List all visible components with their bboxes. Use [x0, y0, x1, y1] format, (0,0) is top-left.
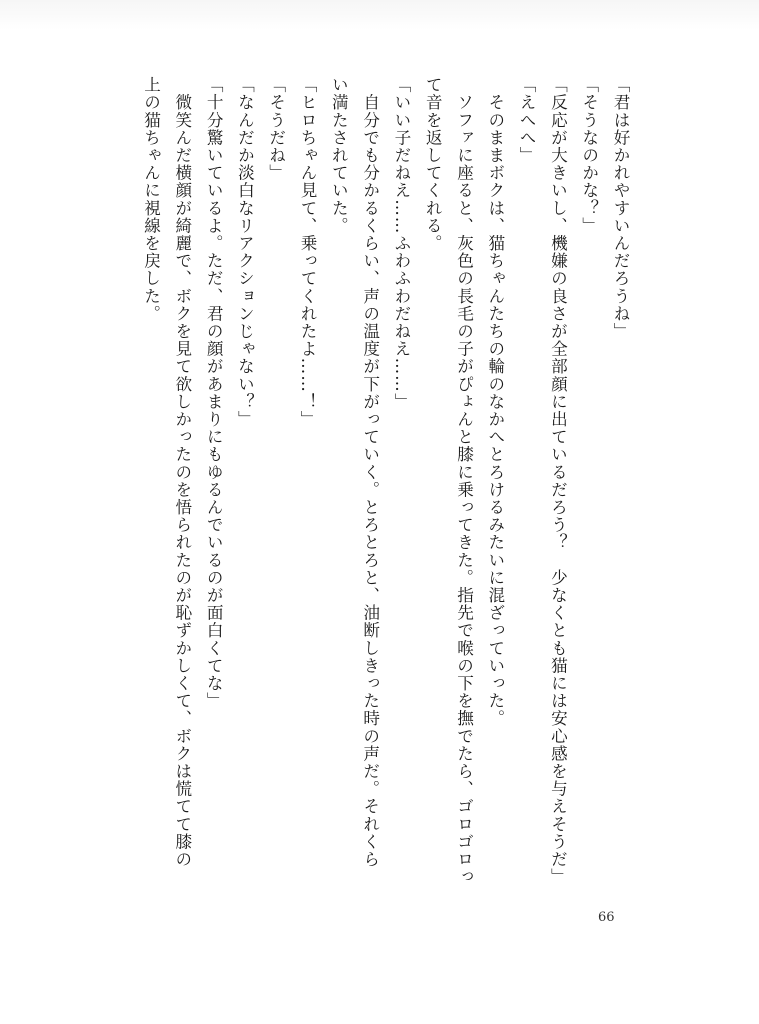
text-line: 「君は好かれやすいんだろうね」 — [611, 76, 630, 340]
text-line: 「ヒロちゃん見て、乗ってくれたよ……！」 — [298, 76, 318, 428]
text-line: い満たされていた。 — [329, 76, 349, 235]
text-line: ソファに座ると、灰色の長毛の子がぴょんと膝に乗ってきた。指先で喉の下を撫でたら、ゴロゴロっ — [454, 76, 474, 886]
text-line: 「そうだね」 — [266, 76, 286, 182]
text-line: 微笑んだ横顔が綺麗で、ボクを見て欲しかったのを悟られたのが恥ずかしくて、ボクは慌てて膝の — [172, 76, 192, 868]
text-line: て音を返してくれる。 — [423, 76, 443, 252]
text-line: 「なんだか淡白なリアクションじゃない？」 — [235, 76, 255, 428]
text-line: 「そうなのかな？」 — [579, 76, 599, 235]
page-number: 66 — [598, 910, 615, 925]
text-line: 「十分驚いているよ。ただ、君の顔があまりにもゆるんでいるのが面白くてな」 — [204, 76, 224, 710]
text-line: 自分でも分かるくらい、声の温度が下がっていく。とろとろと、油断しきった時の声だ。それくら — [360, 76, 380, 868]
text-line: 「反応が大きいし、機嫌の良さが全部顔に出ているだろう？ 少なくとも猫には安心感を与えそうだ」 — [548, 76, 568, 886]
vertical-text-block — [136, 76, 636, 906]
text-line: 上の猫ちゃんに視線を戻した。 — [141, 76, 161, 323]
text-line: 「いい子だねえ……ふわふわだねえ……」 — [391, 76, 411, 411]
text-line: 「えへへ」 — [517, 76, 537, 164]
text-line: そのままボクは、猫ちゃんたちの輪のなかへとろけるみたいに混ざっていった。 — [485, 76, 505, 728]
